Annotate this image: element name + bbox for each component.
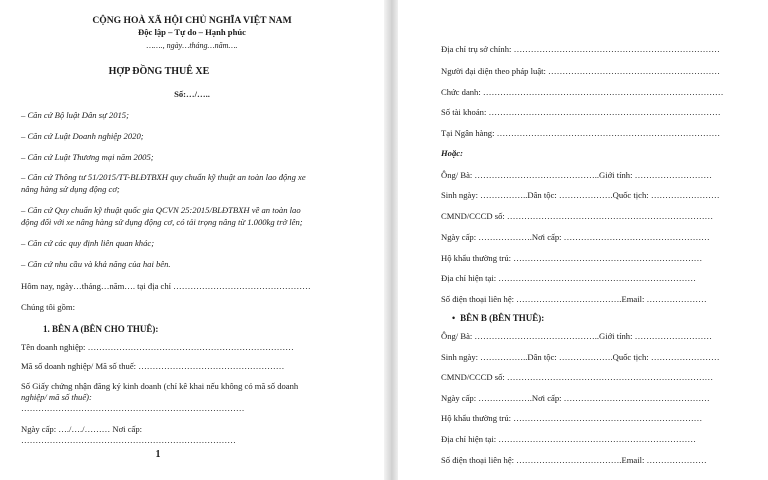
basis-item-cont: nâng hàng sử dụng động cơ; bbox=[21, 184, 120, 194]
party-a-heading: 1. BÊN A (BÊN CHO THUÊ): bbox=[43, 324, 159, 334]
party-a-field: Ngày cấp: …./…./……… Nơi cấp: bbox=[21, 424, 143, 434]
company-field: Địa chỉ trụ sở chính: ……………………………………………………………… bbox=[441, 44, 720, 54]
republic-heading: CỘNG HOÀ XÃ HỘI CHỦ NGHĨA VIỆT NAM bbox=[92, 15, 292, 26]
parties-intro: Chúng tôi gồm: bbox=[21, 302, 75, 312]
basis-item: – Căn cứ nhu cầu và khả năng của hai bên. bbox=[21, 259, 171, 269]
page-number: 1 bbox=[155, 449, 161, 460]
party-b-field: Địa chỉ hiện tại: …………………………………………………………… bbox=[441, 434, 696, 444]
party-b-field: Số điện thoại liên hệ: ……………………………….Email: ………………… bbox=[441, 455, 707, 465]
party-b-field: Ông/ Bà: ……………………………………..Giới tính: ……………………… bbox=[441, 331, 712, 341]
or-label: Hoặc: bbox=[441, 148, 463, 158]
individual-field: Địa chỉ hiện tại: …………………………………………………………… bbox=[441, 273, 696, 283]
party-b-heading: • BÊN B (BÊN THUÊ): bbox=[452, 313, 544, 324]
company-field: Số tài khoản: ……………………………………………………………………… bbox=[441, 107, 721, 117]
party-a-field: Mã số doanh nghiệp/ Mã số thuế: …………………………………………… bbox=[21, 361, 285, 371]
individual-field: CMND/CCCD số: ……………………………………………………………… bbox=[441, 211, 714, 221]
individual-field: Sinh ngày: ……………..Dân tộc: ……………….Quốc tịch: …………………… bbox=[441, 190, 720, 200]
company-field: Người đại diện theo pháp luật: …………………………………………………… bbox=[441, 66, 720, 76]
individual-field: Ông/ Bà: ……………………………………..Giới tính: ……………………… bbox=[441, 170, 712, 180]
individual-field: Ngày cấp: ……………….Nơi cấp: …………………………………………… bbox=[441, 232, 710, 242]
company-field: Tại Ngân hàng: …………………………………………………………………… bbox=[441, 128, 721, 138]
individual-field: Hộ khẩu thường trú: ………………………………………………………… bbox=[441, 253, 703, 263]
contract-title: HỢP ĐỒNG THUÊ XE bbox=[108, 66, 210, 77]
basis-item: – Căn cứ Luật Doanh nghiệp 2020; bbox=[21, 131, 144, 141]
document-page-right bbox=[398, 0, 768, 480]
individual-field: Số điện thoại liên hệ: ……………………………….Email: ………………… bbox=[441, 294, 707, 304]
motto: Độc lập – Tự do – Hạnh phúc bbox=[138, 27, 246, 37]
party-a-field-cont: nghiệp/ mã số thuế): bbox=[21, 392, 92, 402]
party-b-field: Sinh ngày: ……………..Dân tộc: ……………….Quốc tịch: …………………… bbox=[441, 352, 720, 362]
today-line: Hôm nay, ngày…tháng…năm…. tại địa chỉ ………………………………………… bbox=[21, 281, 311, 291]
basis-item: – Căn cứ Bộ luật Dân sự 2015; bbox=[21, 110, 129, 120]
party-a-field: Tên doanh nghiệp: ……………………………………………………………… bbox=[21, 342, 294, 352]
party-b-field: Ngày cấp: ……………….Nơi cấp: …………………………………………… bbox=[441, 393, 710, 403]
party-a-field-cont: …………………………………………………………………… bbox=[21, 403, 245, 413]
basis-item: – Căn cứ Luật Thương mại năm 2005; bbox=[21, 152, 154, 162]
basis-item: – Căn cứ Quy chuẩn kỹ thuật quốc gia QCVN 25:2015/BLĐTBXH về an toàn lao bbox=[21, 205, 301, 215]
party-a-field: Số Giấy chứng nhận đăng ký kinh doanh (chỉ kê khai nếu không có mã số doanh bbox=[21, 381, 299, 391]
basis-item: – Căn cứ các quy định liên quan khác; bbox=[21, 238, 155, 248]
party-b-field: CMND/CCCD số: ……………………………………………………………… bbox=[441, 372, 714, 382]
basis-item-cont: động đối với xe nâng hàng sử dụng động cơ, có tải trọng nâng từ 1.000kg trở lên; bbox=[21, 217, 303, 227]
party-a-field-cont: ………………………………………………………………… bbox=[21, 435, 236, 445]
page-gutter bbox=[384, 0, 398, 480]
basis-item: – Căn cứ Thông tư 51/2015/TT-BLĐTBXH quy chuẩn kỹ thuật an toàn lao động xe bbox=[21, 172, 306, 182]
date-line: ……., ngày…tháng…năm…. bbox=[146, 41, 238, 50]
contract-number: Số:…/….. bbox=[174, 89, 210, 99]
party-b-field: Hộ khẩu thường trú: ………………………………………………………… bbox=[441, 413, 703, 423]
company-field: Chức danh: ………………………………………………………………………… bbox=[441, 87, 724, 97]
